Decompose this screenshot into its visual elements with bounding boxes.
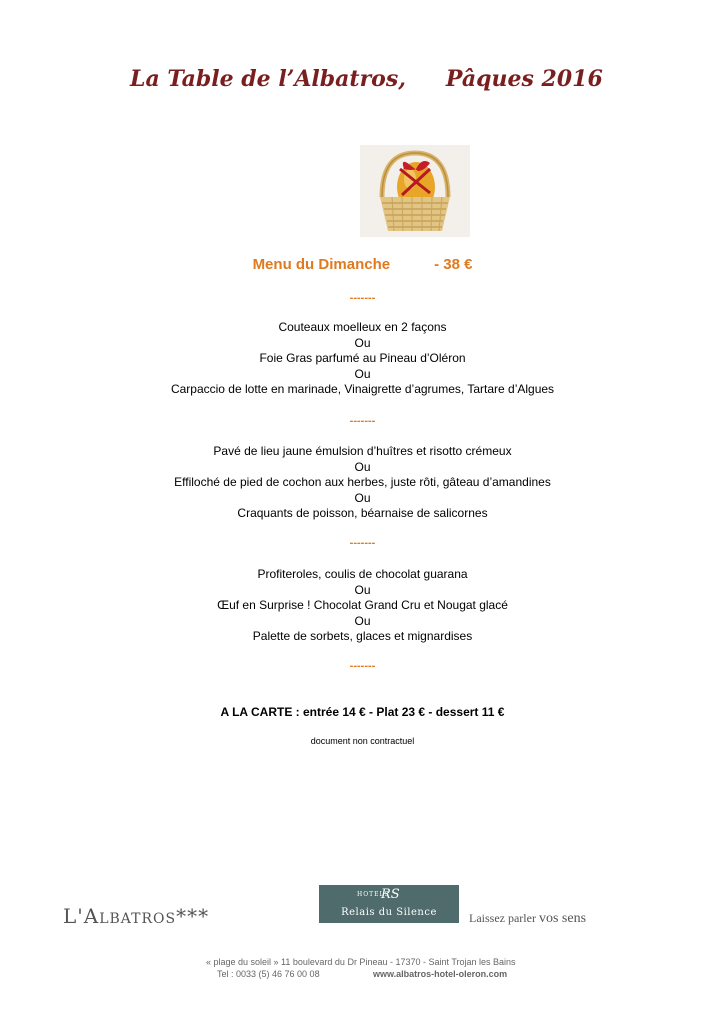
dish-line: Ou bbox=[354, 335, 371, 350]
menu-heading bbox=[0, 256, 725, 273]
separator: ------- bbox=[349, 415, 376, 427]
menu-price: - 38 € bbox=[434, 256, 473, 273]
dish-line: Œuf en Surprise ! Chocolat Grand Cru et Nougat glacé bbox=[217, 598, 508, 612]
entrees-section bbox=[0, 320, 725, 398]
dish-line: Foie Gras parfumé au Pineau d’Oléron bbox=[259, 351, 466, 365]
plats-section bbox=[0, 444, 725, 522]
relais-du-silence-logo bbox=[319, 885, 459, 923]
dish-line: Ou bbox=[354, 366, 371, 381]
separator: ------- bbox=[349, 537, 376, 549]
title-right: Pâques 2016 bbox=[445, 66, 603, 92]
slogan-part-b: vos sens bbox=[538, 911, 587, 926]
dish-line: Carpaccio de lotte en marinade, Vinaigrette d’agrumes, Tartare d’Algues bbox=[170, 382, 555, 396]
slogan-part-a: Laissez parler bbox=[469, 911, 539, 925]
logo-name-text: Relais du Silence bbox=[341, 907, 437, 918]
dish-line: Ou bbox=[354, 613, 371, 628]
desserts-section bbox=[0, 567, 725, 645]
dish-line: Palette de sorbets, glaces et mignardises bbox=[252, 629, 473, 643]
dish-line: Profiteroles, coulis de chocolat guarana bbox=[257, 567, 468, 581]
logo-rs-text: RS bbox=[381, 887, 400, 902]
disclaimer-note: document non contractuel bbox=[310, 736, 415, 746]
dish-line: Ou bbox=[354, 490, 371, 505]
dish-line: Ou bbox=[354, 459, 371, 474]
separator: ------- bbox=[349, 292, 376, 304]
dish-line: Ou bbox=[354, 582, 371, 597]
website-link[interactable]: www.albatros-hotel-oleron.com bbox=[373, 969, 508, 979]
dish-line: Craquants de poisson, béarnaise de salicornes bbox=[237, 506, 488, 520]
telephone: Tel : 0033 (5) 46 76 00 08 bbox=[217, 969, 320, 979]
dish-line: Pavé de lieu jaune émulsion d’huîtres et risotto crémeux bbox=[213, 444, 512, 458]
dish-line: Couteaux moelleux en 2 façons bbox=[278, 320, 447, 334]
title-left: La Table de l’Albatros, bbox=[130, 66, 406, 92]
page-title bbox=[130, 66, 603, 92]
easter-basket-image bbox=[360, 145, 470, 237]
a-la-carte-prices: A LA CARTE : entrée 14 € - Plat 23 € - dessert 11 € bbox=[220, 705, 505, 719]
slogan bbox=[469, 911, 586, 927]
hotel-brand: L'Albatros*** bbox=[63, 904, 210, 928]
separator: ------- bbox=[349, 660, 376, 672]
logo-small-text: HOTELS bbox=[357, 891, 390, 898]
dish-line: Effiloché de pied de cochon aux herbes, juste rôti, gâteau d’amandines bbox=[174, 475, 551, 489]
address: « plage du soleil » 11 boulevard du Dr Pineau - 17370 - Saint Trojan les Bains bbox=[206, 957, 516, 967]
menu-name: Menu du Dimanche bbox=[252, 256, 391, 273]
